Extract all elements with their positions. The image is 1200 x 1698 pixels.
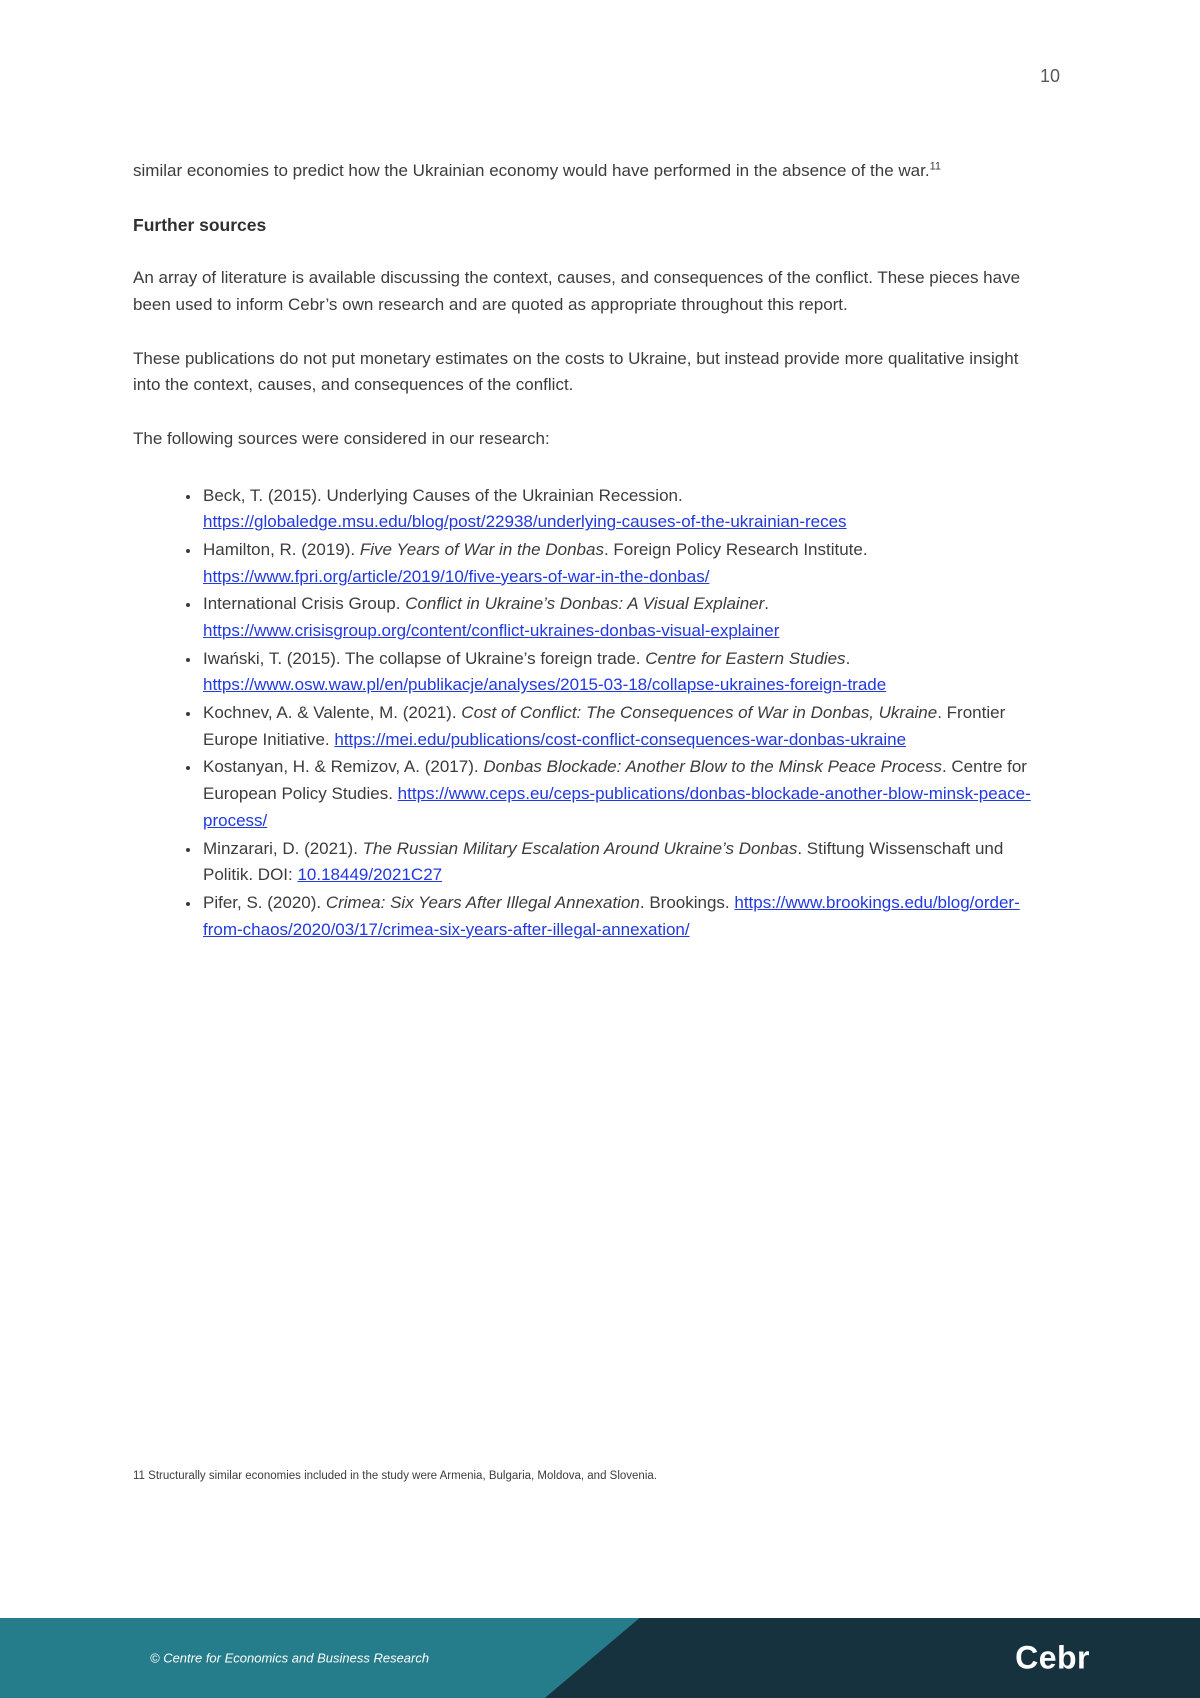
footnote [133,1468,1039,1484]
source-item [201,537,1039,590]
source-text: . Brookings. [639,892,735,912]
paragraph-intro [133,158,1039,185]
source-text: Minzarari, D. (2021). [203,838,363,858]
intro-text: similar economies to predict how the Ukrainian economy would have performed in the absence of the war. [133,161,930,180]
paragraph: These publications do not put monetary estimates on the costs to Ukraine, but instead provide more qualitative insight into the context, causes, and consequences of the conflict. [133,348,1019,395]
source-item [201,591,1039,644]
source-text: Iwański, T. (2015). The collapse of Ukraine’s foreign trade. [203,648,646,668]
source-text: . [845,648,851,668]
source-text: . Stiftung Wissenschaft und Politik. DOI: [203,838,1004,885]
footnote-reference: 11 [929,160,942,173]
source-text: . Frontier Europe Initiative. [203,703,1006,749]
footnote-text: Structurally similar economies included in the study were Armenia, Bulgaria, Moldova, and Slovenia. [148,1470,657,1482]
source-text: International Crisis Group. [203,594,406,614]
source-text: . Centre for European Policy Studies. [203,757,1027,804]
source-item [201,836,1039,889]
source-text: Kochnev, A. & Valente, M. (2021). [203,703,462,723]
section-heading: Further sources [133,214,267,235]
footer-copyright: © Centre for Economics and Business Research [150,1650,430,1666]
source-title: Five Years of War in the Donbas [359,539,604,559]
source-link[interactable]: https://www.ceps.eu/ceps-publications/donbas-blockade-another-blow-minsk-peace-process/ [203,784,1031,830]
source-text: Kostanyan, H. & Remizov, A. (2017). [203,757,484,777]
source-item [201,483,1039,536]
source-link[interactable]: https://mei.edu/publications/cost-conflict-consequences-war-donbas-ukraine [334,729,907,749]
source-link[interactable]: https://www.osw.waw.pl/en/publikacje/analyses/2015-03-18/collapse-ukraines-foreign-trade [203,675,887,695]
paragraph: An array of literature is available discussing the context, causes, and consequences of the conflict. These pieces have been used to inform Cebr’s own research and are quoted as appropriate throughout this report. [133,268,1021,314]
page-footer [0,1618,1200,1698]
source-text: Pifer, S. (2020). [203,892,326,912]
source-link[interactable]: 10.18449/2021C27 [297,865,443,885]
source-item [201,700,1039,753]
footnote-number: 11 [133,1470,145,1482]
source-link[interactable]: https://www.crisisgroup.org/content/conflict-ukraines-donbas-visual-explainer [203,621,780,641]
source-title: Centre for Eastern Studies [645,648,846,668]
source-link[interactable]: https://globaledge.msu.edu/blog/post/22938/underlying-causes-of-the-ukrainian-reces [203,512,847,532]
source-text: . Foreign Policy Research Institute. [603,539,868,559]
source-text: Beck, T. (2015). Underlying Causes of the Ukrainian Recession. [203,485,683,505]
source-title: Crimea: Six Years After Illegal Annexation [325,892,640,912]
source-link[interactable]: https://www.brookings.edu/blog/order-from-chaos/2020/03/17/crimea-six-years-after-illegal-annexation/ [203,892,1020,939]
source-title: Cost of Conflict: The Consequences of War in Donbas, Ukraine [461,703,938,723]
source-link[interactable]: https://www.fpri.org/article/2019/10/five-years-of-war-in-the-donbas/ [203,566,710,586]
source-title: Donbas Blockade: Another Blow to the Minsk Peace Process [483,757,942,777]
paragraph-sources-intro: The following sources were considered in our research: [133,428,550,448]
page-number: 10 [1039,66,1060,86]
source-title: Conflict in Ukraine’s Donbas: A Visual Explainer [405,594,765,614]
page-content [133,158,1039,944]
source-item [201,646,1039,699]
source-text: . [764,594,770,614]
source-item [201,890,1039,943]
sources-list [133,483,1039,944]
source-text: Hamilton, R. (2019). [203,539,360,559]
source-title: The Russian Military Escalation Around Ukraine’s Donbas [362,838,798,858]
cebr-logo: Cebr [1015,1639,1090,1676]
source-item [201,754,1039,834]
